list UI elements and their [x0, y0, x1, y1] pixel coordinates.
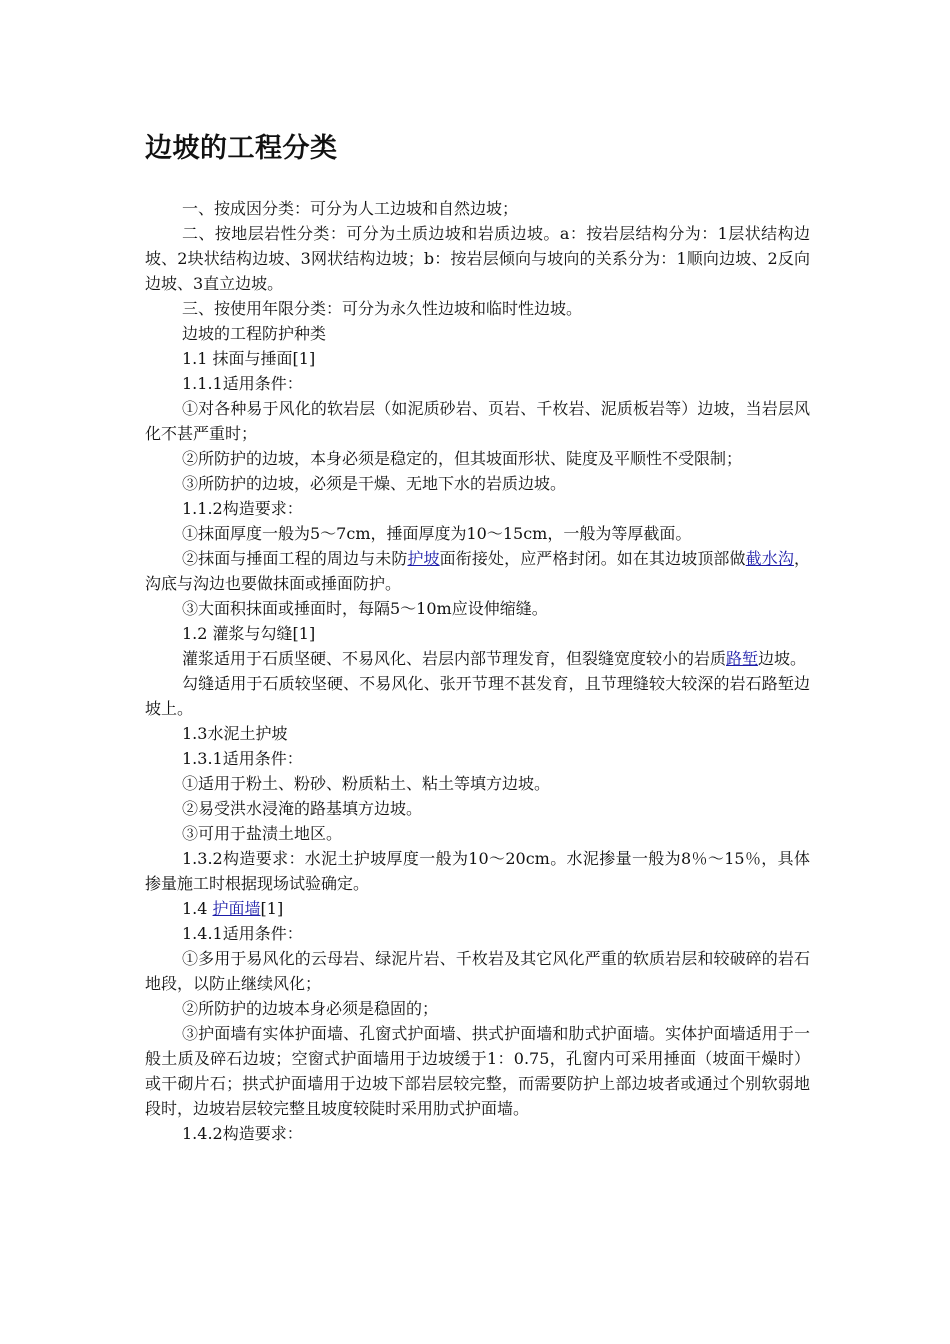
paragraph: 1.3.2构造要求：水泥土护坡厚度一般为10～20cm。水泥掺量一般为8％～15％，具体掺量施工时根据现场试验确定。: [145, 849, 810, 893]
paragraph: ③所防护的边坡，必须是干燥、无地下水的岩质边坡。: [182, 474, 567, 493]
subsection-heading: 1.3.1适用条件：: [182, 749, 303, 768]
paragraph: 勾缝适用于石质较坚硬、不易风化、张开节理不甚发育，且节理缝较大较深的岩石路堑边坡上。: [145, 674, 810, 718]
link-humianqiang[interactable]: 护面墙: [212, 899, 261, 918]
paragraph: [145, 546, 810, 596]
paragraph: ②所防护的边坡本身必须是稳固的；: [182, 999, 439, 1018]
document-body: [145, 196, 810, 1146]
paragraph-text: 面衔接处，应严格封闭。如在其边坡顶部做: [439, 549, 746, 568]
paragraph: ③可用于盐渍土地区。: [182, 824, 343, 843]
paragraph: ②易受洪水浸淹的路基填方边坡。: [182, 799, 423, 818]
link-luqian[interactable]: 路堑: [726, 649, 759, 668]
paragraph: [145, 646, 810, 671]
paragraph-text: 1.4: [182, 899, 213, 918]
page-title: 边坡的工程分类: [145, 133, 338, 164]
section-heading: 1.1 抹面与捶面[1]: [182, 349, 316, 368]
paragraph-text: 灌浆适用于石质坚硬、不易风化、岩层内部节理发育，但裂缝宽度较小的岩质: [182, 649, 727, 668]
paragraph: ①抹面厚度一般为5～7cm，捶面厚度为10～15cm，一般为等厚截面。: [182, 524, 692, 543]
paragraph: 三、按使用年限分类：可分为永久性边坡和临时性边坡。: [182, 299, 583, 318]
paragraph: ①多用于易风化的云母岩、绿泥片岩、千枚岩及其它风化严重的软质岩层和较破碎的岩石地段，以防止继续风化；: [145, 949, 810, 993]
paragraph: 二、按地层岩性分类：可分为土质边坡和岩质边坡。a：按岩层结构分为：1层状结构边坡、2块状结构边坡、3网状结构边坡；b：按岩层倾向与坡向的关系分为：1顺向边坡、2反向边坡、3直立边坡。: [145, 224, 810, 293]
link-hupo[interactable]: 护坡: [407, 549, 440, 568]
section-heading: 1.3水泥土护坡: [182, 724, 288, 743]
paragraph: ①适用于粉土、粉砂、粉质粘土、粘土等填方边坡。: [182, 774, 551, 793]
paragraph: ①对各种易于风化的软岩层（如泥质砂岩、页岩、千枚岩、泥质板岩等）边坡，当岩层风化不甚严重时；: [145, 399, 810, 443]
paragraph: ②所防护的边坡，本身必须是稳定的，但其坡面形状、陡度及平顺性不受限制；: [182, 449, 743, 468]
link-jieshuigou[interactable]: 截水沟: [745, 549, 794, 568]
paragraph: ③护面墙有实体护面墙、孔窗式护面墙、拱式护面墙和肋式护面墙。实体护面墙适用于一般土质及碎石边坡；空窗式护面墙用于边坡缓于1：0.75，孔窗内可采用捶面（坡面干燥时）或干砌片石；拱式护面墙用于边坡下部岩层较完整，而需要防护上部边坡者或通过个别软弱地段时，边坡岩层较完整且坡度较陡时采用肋式护面墙。: [145, 1024, 810, 1118]
paragraph-text: ②抹面与捶面工程的周边与未防: [182, 549, 408, 568]
paragraph-text: 边坡。: [758, 649, 807, 668]
subsection-heading: 1.4.2构造要求：: [182, 1124, 303, 1143]
paragraph: ③大面积抹面或捶面时，每隔5～10m应设伸缩缝。: [182, 599, 548, 618]
paragraph-text: [1]: [260, 899, 284, 918]
subsection-heading: 1.4.1适用条件：: [182, 924, 303, 943]
section-heading: 1.2 灌浆与勾缝[1]: [182, 624, 316, 643]
subsection-heading: 1.1.2构造要求：: [182, 499, 303, 518]
section-heading: [145, 896, 810, 921]
section-heading: 边坡的工程防护种类: [182, 324, 327, 343]
paragraph-text: ，沟底与沟边也要做抹面或捶面防护。: [145, 549, 810, 593]
paragraph: 一、按成因分类：可分为人工边坡和自然边坡；: [182, 199, 519, 218]
subsection-heading: 1.1.1适用条件：: [182, 374, 303, 393]
